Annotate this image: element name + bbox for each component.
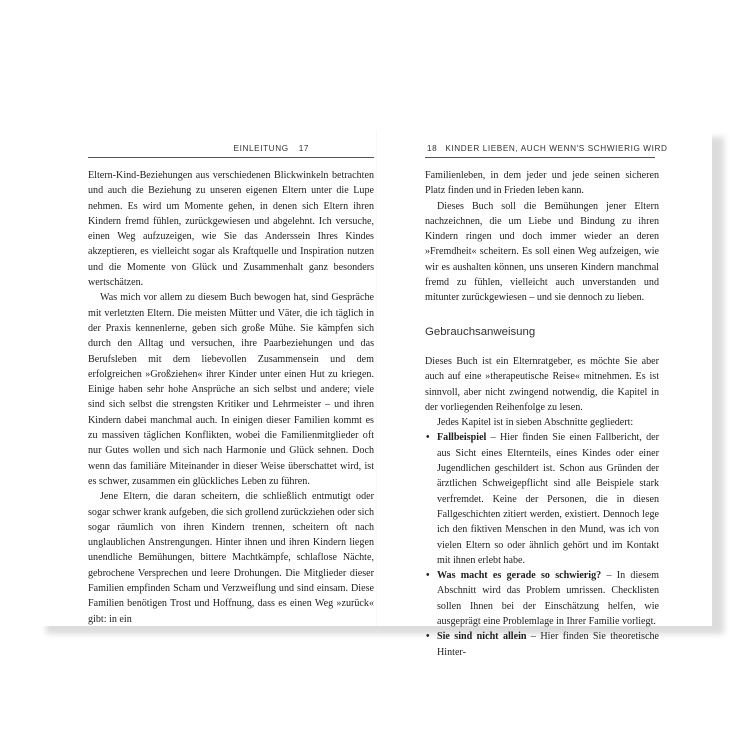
- right-paragraph-2: Dieses Buch soll die Bemühungen jener Eltern nachzeichnen, die um Liebe und Bindung zu ihren Kindern ringen und doch immer wieder an deren »Fremdheit« scheitern. Es soll einen Weg aufzeigen, wie wir es aushalten können, uns unseren Kindern manchmal fremd zu fühlen, vielleicht auch unverstanden und mitunter zurückgewiesen – und sie dennoch zu lieben.: [425, 200, 659, 304]
- left-page-body: [88, 168, 374, 627]
- book-spread: [40, 130, 712, 658]
- right-page-body: [425, 168, 659, 660]
- left-paragraph-1: Eltern-Kind-Beziehungen aus verschiedenen Blickwinkeln betrachten und auch die Beziehung zu unseren eigenen Eltern unter die Lupe nehmen. Es wird um Momente gehen, in denen sich Eltern ihren Kindern fremd fühlen, zurückgewiesen und abgelehnt. Ich versuche, einen Weg aufzuzeigen, wie Sie das Anderssein Ihres Kindes akzeptieren, es vielleicht sogar als Kraftquelle und Inspiration nutzen und die Momente von Glück und Zusammenhalt ganz besonders wertschätzen.: [88, 170, 374, 289]
- left-running-head: [234, 144, 319, 153]
- bullet-icon: •: [426, 570, 430, 582]
- list-item-text: – Hier finden Sie theoretische Hinter-: [437, 631, 659, 658]
- section-heading: Gebrauchsanweisung: [425, 325, 536, 338]
- section-paragraph-1: Dieses Buch ist ein Elternratgeber, es möchte Sie aber auch auf eine »therapeutische Reise« mitnehmen. Es ist sinnvoll, aber nicht zwingend notwendig, die Kapitel in der vorliegenden Reihenfolge zu lesen.: [425, 355, 659, 413]
- bullet-icon: •: [426, 631, 430, 643]
- right-running-head: [427, 144, 668, 153]
- bullet-icon: •: [426, 432, 430, 444]
- list-item-term: Fallbeispiel: [437, 432, 487, 444]
- left-paragraph-2: Was mich vor allem zu diesem Buch bewogen hat, sind Gespräche mit verletzten Eltern. Die meisten Mütter und Väter, die ich täglich in der Praxis kennenlerne, geben sich große Mühe. Sie kämpfen sich durch den Alltag und versuchen, ihre Paarbeziehungen und das Berufsleben mit dem liebevollen Zusammensein und dem erfolgreichen »Großziehen« ihrer Kinder unter einen Hut zu kriegen. Einige haben sehr hohe Ansprüche an sich selbst und andere; viele sind sich selbst die strengsten Kritiker und Lehrmeister – und ihren Kindern dabei manchmal auch. In einigen dieser Familien kommt es zu massiven täglichen Konflikten, wobei die Familienmitglieder oft nur Gutes wollen und sich nach Harmonie und Glück sehnen. Doch wenn das familiäre Miteinander in dieser Weise überschattet wird, ist es schwer, zusammen ein glückliches Leben zu führen.: [88, 292, 374, 487]
- left-paragraph-3: Jene Eltern, die daran scheitern, die schließlich entmutigt oder sogar schwer krank aufgeben, die sich grollend zurückziehen oder sich sogar räumlich von ihren Kindern trennen, scheitern oft nach unglaublichen Anstrengungen. Hinter ihnen und ihren Kindern liegen unendliche Bemühungen, bittere Machtkämpfe, schlaflose Nächte, gebrochene Versprechen und leere Drohungen. Die Mitglieder dieser Familien empfinden Scham und Verzweiflung und sind einsam. Diese Familien benötigen Trost und Hoffnung, dass es einen Weg »zurück« gibt: in ein: [88, 491, 374, 625]
- left-running-head-title: EINLEITUNG: [233, 144, 289, 153]
- list-item-term: Sie sind nicht allein: [437, 631, 527, 643]
- right-paragraph-1: Familienleben, in dem jeder und jede seinen sicheren Platz finden und in Frieden leben kann.: [425, 170, 659, 197]
- book-gutter: [376, 130, 377, 626]
- list-item-text: – Hier finden Sie einen Fallbericht, der aus Sicht eines Elternteils, eines Kindes oder einer Jugendlichen geschildert ist. Schon aus Gründen der ärztlichen Schweigepflicht sind alle Beispiele stark verfremdet. Keine der Personen, die in diesen Fallgeschichten zitiert werden, existiert. Dennoch lege ich den fiktiven Menschen in den Mund, was ich von vielen Eltern so oder ähnlich gehört und im Kontakt mit ihnen erlebt habe.: [437, 432, 659, 566]
- right-page-number: 18: [427, 144, 438, 153]
- list-item: [425, 430, 659, 568]
- list-item-term: Was macht es gerade so schwierig?: [437, 570, 602, 582]
- right-header-rule: [425, 157, 655, 158]
- section-paragraph-2: Jedes Kapitel ist in sieben Abschnitte gegliedert:: [437, 417, 634, 429]
- list-item: [425, 629, 659, 660]
- chapter-structure-list: [425, 430, 659, 659]
- left-header-rule: [88, 157, 374, 158]
- right-running-head-title: KINDER LIEBEN, AUCH WENN'S SCHWIERIG WIRD: [445, 144, 668, 153]
- left-page-number: 17: [298, 144, 309, 153]
- list-item-text: – In diesem Abschnitt wird das Problem umrissen. Checklisten sollen Ihnen bei der Einschätzung helfen, wie ausgeprägt eine Problemlage in Ihrer Familie vorliegt.: [437, 570, 659, 628]
- list-item: [425, 568, 659, 629]
